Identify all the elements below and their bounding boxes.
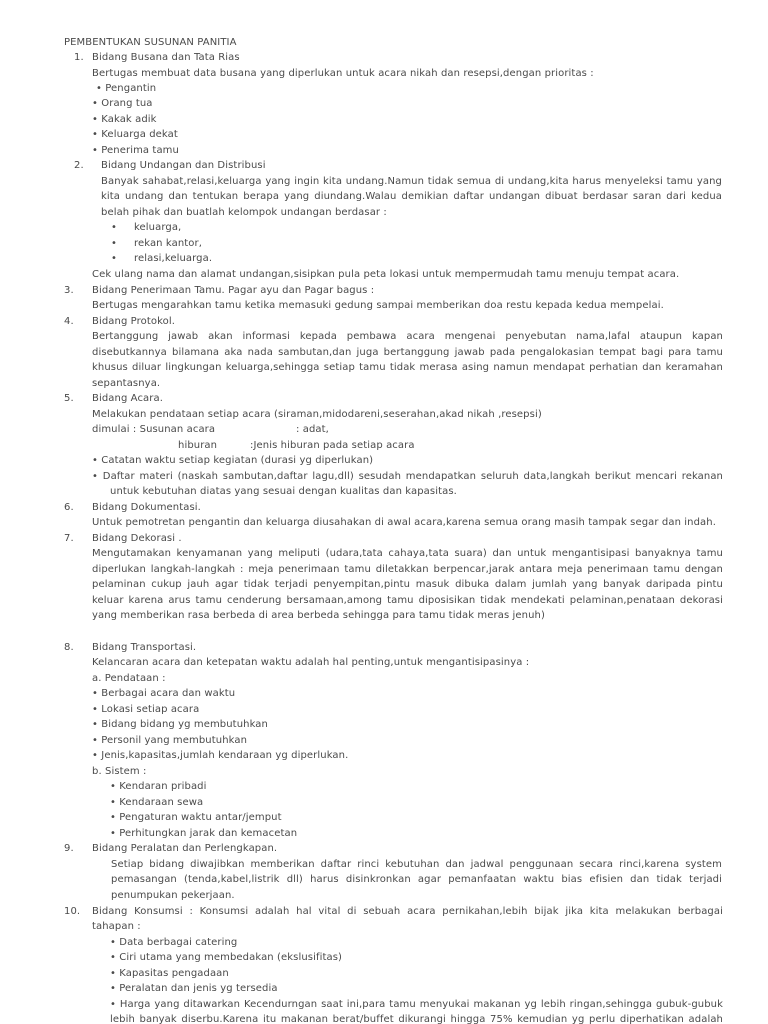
paragraph-line: Cek ulang nama dan alamat undangan,sisipkan pula peta lokasi untuk mempermudah tamu menuju tempat acara. [92, 269, 680, 280]
paragraph-line: kita undang dan tentukan berapa yang diundang.Walau demikian daftar undangan dibuat berdasar saran dari kedua [101, 191, 722, 202]
list-item: • Ciri utama yang membedakan (ekslusifitas) [110, 952, 343, 963]
sub-heading: a. Pendataan : [92, 673, 166, 684]
list-item: • Berbagai acara dan waktu [92, 688, 236, 699]
list-item: relasi,keluarga. [134, 253, 213, 264]
paragraph-line: tahapan : [92, 921, 141, 932]
list-item: • Pengaturan waktu antar/jemput [110, 812, 282, 823]
paragraph-line: diperlukan langkah-langkah : meja penerimaan tamu diletakkan berpencar,jarak antara meja penerimaan tamu dengan [92, 564, 723, 575]
list-item: • Peralatan dan jenis yg tersedia [110, 983, 278, 994]
paragraph-line: belah pihak dan buatlah kelompok undangan berdasar : [101, 207, 387, 218]
paragraph-line: dimulai : Susunan acara [92, 424, 216, 435]
list-item: • Pengantin [96, 83, 157, 94]
paragraph-line: pemasangan (tenda,kabel,listrik dll) harus disinkronkan agar pemanfaatan waktu bias efisien dan tidak terjadi [111, 874, 722, 885]
list-item: keluarga, [134, 222, 182, 233]
list-item: • Bidang bidang yg membutuhkan [92, 719, 268, 730]
list-item: • Perhitungkan jarak dan kemacetan [110, 828, 298, 839]
paragraph-line: khusus diluar lingkungan keluarga,sehingga setiap tamu tidak merasa asing namun mendapat perhatian dan keramahan [92, 362, 723, 373]
paragraph-line: untuk kebutuhan diatas yang sesuai dengan kualitas dan kapasitas. [110, 486, 457, 497]
section-1-description: Bertugas membuat data busana yang diperlukan untuk acara nikah dan resepsi,dengan prioritas : [92, 68, 594, 79]
section-9-number: 9. [64, 843, 74, 854]
paragraph-line: yang memberikan rasa berbeda di area berbeda sehingga para tamu tidak meras jenuh) [92, 610, 545, 621]
paragraph-line: sepantasnya. [92, 378, 161, 389]
list-item: • Penerima tamu [92, 145, 179, 156]
section-6-description: Untuk pemotretan pengantin dan keluarga diusahakan di awal acara,karena semua orang masih tampak segar dan indah. [92, 517, 716, 528]
section-4-heading: Bidang Protokol. [92, 316, 175, 327]
bullet-icon: • [111, 238, 117, 249]
paragraph-line: lebih banyak diserbu.Karena itu makanan berat/buffet dikurangi hingga 75% kemudian yg perlu diperhatikan adalah [110, 1014, 723, 1024]
section-7-number: 7. [64, 533, 74, 544]
paragraph-line: Bertanggung jawab akan informasi kepada pembawa acara mengenai penyebutan nama,lafal ataupun kapan [92, 331, 723, 342]
section-1-number: 1. [74, 52, 84, 63]
document-title: PEMBENTUKAN SUSUNAN PANITIA [64, 37, 237, 48]
section-2-number: 2. [74, 160, 84, 171]
section-10-number: 10. [64, 906, 81, 917]
list-item: rekan kantor, [134, 238, 203, 249]
paragraph-line: Melakukan pendataan setiap acara (siraman,midodareni,seserahan,akad nikah ,resepsi) [92, 409, 542, 420]
section-3-description: Bertugas mengarahkan tamu ketika memasuki gedung sampai memberikan doa restu kepada kedua mempelai. [92, 300, 664, 311]
section-7-heading: Bidang Dekorasi . [92, 533, 182, 544]
paragraph-line: penumpukan pekerjaan. [111, 890, 235, 901]
section-4-number: 4. [64, 316, 74, 327]
paragraph-line: hiburan [178, 440, 218, 451]
list-item: • Harga yang ditawarkan Kecendurngan saat ini,para tamu menyukai makanan yg lebih ringan,sehingga gubuk-gubuk [110, 999, 723, 1010]
sub-heading: b. Sistem : [92, 766, 147, 777]
section-3-number: 3. [64, 285, 74, 296]
list-item: • Jenis,kapasitas,jumlah kendaraan yg diperlukan. [92, 750, 349, 761]
paragraph-line: Kelancaran acara dan ketepatan waktu adalah hal penting,untuk mengantisipasinya : [92, 657, 530, 668]
section-6-heading: Bidang Dokumentasi. [92, 502, 201, 513]
list-item: • Kendaraan sewa [110, 797, 204, 808]
list-item: • Personil yang membutuhkan [92, 735, 248, 746]
list-item: • Kendaran pribadi [110, 781, 207, 792]
section-1-heading: Bidang Busana dan Tata Rias [92, 52, 240, 63]
list-item: • Orang tua [92, 98, 153, 109]
paragraph-line: Setiap bidang diwajibkan memberikan daftar rinci kebutuhan dan jadwal penggunaan secara rinci,karena system [111, 859, 722, 870]
list-item: • Data berbagai catering [110, 937, 238, 948]
section-5-number: 5. [64, 393, 74, 404]
paragraph-line: disebutkannya bilamana aka nada sambutan,dan juga bertanggung jawab pada pengalokasian tempat bagi para tamu [92, 347, 723, 358]
list-item: • Kapasitas pengadaan [110, 968, 229, 979]
list-item: • Lokasi setiap acara [92, 704, 200, 715]
section-10-heading: Bidang Konsumsi : Konsumsi adalah hal vital di sebuah acara pernikahan,lebih bijak jika kita melakukan berbagai [92, 906, 723, 917]
paragraph-line: pelaminan cukup jauh agar tidak terjadi penyempitan,pintu masuk dibuka dalam jumlah yang banyak daripada pintu [92, 579, 723, 590]
list-item: • Keluarga dekat [92, 129, 178, 140]
paragraph-line: keluar karena arus tamu cenderung bersamaan,among tamu diposisikan tidak mendekati pelaminan,penataan dekorasi [92, 595, 723, 606]
bullet-icon: • [111, 253, 117, 264]
list-item: • Daftar materi (naskah sambutan,daftar lagu,dll) sesudah mendapatkan seluruh data,langkah berikut mencari rekanan [92, 471, 723, 482]
paragraph-line: Mengutamakan kenyamanan yang meliputi (udara,tata cahaya,tata suara) dan untuk mengantisipasi banyaknya tamu [92, 548, 723, 559]
list-item: • Catatan waktu setiap kegiatan (durasi yg diperlukan) [92, 455, 374, 466]
paragraph-line: :Jenis hiburan pada setiap acara [250, 440, 415, 451]
section-2-heading: Bidang Undangan dan Distribusi [101, 160, 266, 171]
section-3-heading: Bidang Penerimaan Tamu. Pagar ayu dan Pagar bagus : [92, 285, 375, 296]
section-8-heading: Bidang Transportasi. [92, 642, 197, 653]
paragraph-line: Banyak sahabat,relasi,keluarga yang ingin kita undang.Namun tidak semua di undang,kita harus menyeleksi tamu yang [101, 176, 722, 187]
section-5-heading: Bidang Acara. [92, 393, 163, 404]
paragraph-line: : adat, [296, 424, 329, 435]
section-6-number: 6. [64, 502, 74, 513]
section-8-number: 8. [64, 642, 74, 653]
bullet-icon: • [111, 222, 117, 233]
section-9-heading: Bidang Peralatan dan Perlengkapan. [92, 843, 278, 854]
list-item: • Kakak adik [92, 114, 157, 125]
